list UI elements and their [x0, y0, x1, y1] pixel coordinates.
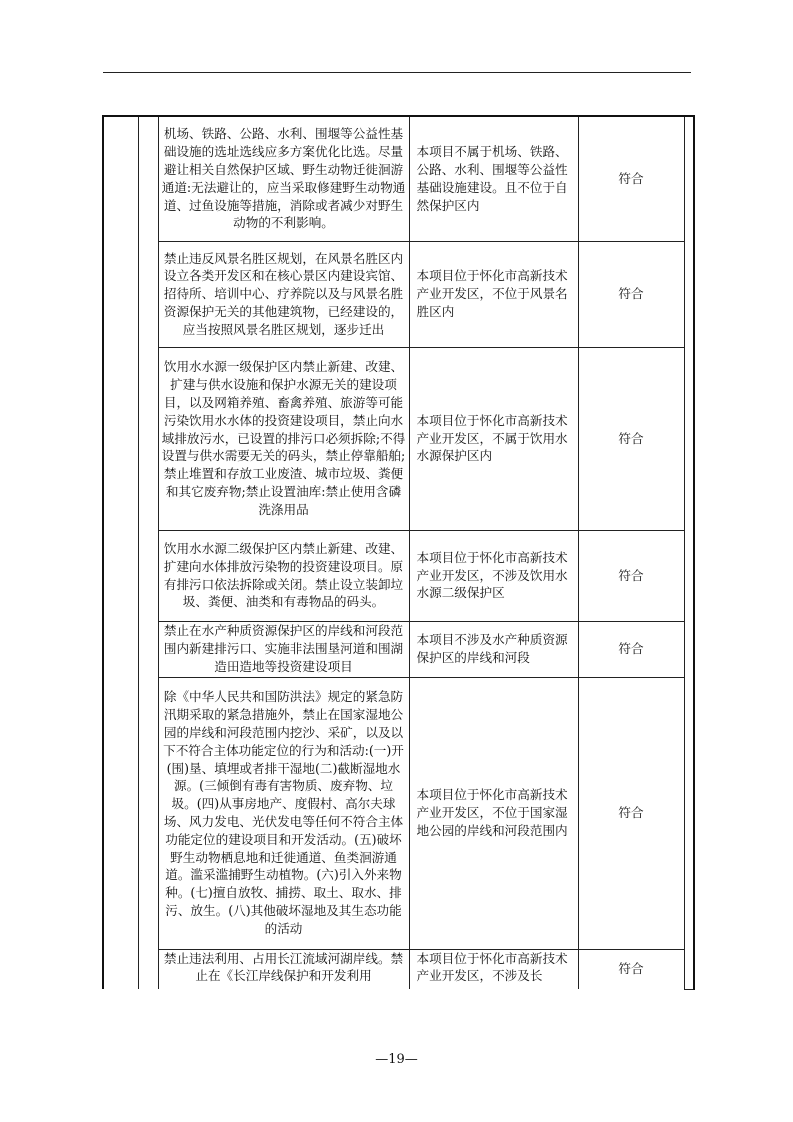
compliance-table [102, 115, 695, 990]
requirement-cell: 禁止违反风景名胜区规划，在风景名胜区内设立各类开发区和在核心景区内建设宾馆、招待所、培训中心、疗养院以及与风景名胜资源保护无关的其他建筑物，已经建设的，应当按照风景名胜区规划，逐步迁出 [158, 241, 409, 347]
subcategory-cell [138, 116, 158, 989]
header-rule [103, 72, 691, 73]
assessment-cell: 本项目位于怀化市高新技术产业开发区，不涉及长 [409, 949, 578, 989]
assessment-cell: 本项目位于怀化市高新技术产业开发区，不位于风景名胜区内 [409, 241, 578, 347]
requirement-cell: 禁止在水产种质资源保护区的岸线和河段范围内新建排污口、实施非法围垦河道和围湖造田造地等投资建设项目 [158, 621, 409, 677]
edge-cell [684, 116, 694, 989]
requirement-cell: 饮用水水源一级保护区内禁止新建、改建、扩建与供水设施和保护水源无关的建设项目，以及网箱养殖、畜禽养殖、旅游等可能污染饮用水水体的投资建设项目，禁止向水域排放污水，已设置的排污口必须拆除;不得设置与供水需要无关的码头，禁止停靠船舶;禁止堆置和存放工业废渣、城市垃圾、粪便和其它废弃物;禁止设置油库:禁止使用含磷洗涤用品 [158, 347, 409, 530]
verdict-cell: 符合 [578, 347, 684, 530]
requirement-cell: 机场、铁路、公路、水利、围堰等公益性基础设施的选址选线应多方案优化比选。尽量避让相关自然保护区域、野生动物迁徙洄游通道:无法避让的，应当采取修建野生动物通道、过鱼设施等措施，消除或者减少对野生动物的不利影响。 [158, 116, 409, 241]
category-cell [103, 116, 138, 989]
requirement-cell: 除《中华人民共和国防洪法》规定的紧急防汛期采取的紧急措施外，禁止在国家湿地公园的岸线和河段范围内挖沙、采矿，以及以下不符合主体功能定位的行为和活动:(一)开(围)垦、填埋或者排干湿地(二)截断湿地水源。(三倾倒有毒有害物质、废弃物、垃圾。(四)从事房地产、度假村、高尔夫球场、风力发电、光伏发电等任何不符合主体功能定位的建设项目和开发活动。(五)破坏野生动物栖息地和迁徙通道、鱼类洄游通道。滥采滥捕野生动植物。(六)引入外来物种。(七)擅自放牧、捕捞、取土、取水、排污、放生。(八)其他破坏湿地及其生态功能的活动 [158, 677, 409, 949]
verdict-cell: 符合 [578, 621, 684, 677]
assessment-cell: 本项目位于怀化市高新技术产业开发区，不涉及饮用水水源二级保护区 [409, 530, 578, 621]
verdict-cell: 符合 [578, 677, 684, 949]
assessment-cell: 本项目位于怀化市高新技术产业开发区，不位于国家湿地公园的岸线和河段范围内 [409, 677, 578, 949]
page-number: —19— [375, 1052, 418, 1067]
table-row [103, 116, 694, 241]
table-row [103, 347, 694, 530]
table-row [103, 530, 694, 621]
assessment-cell: 本项目不属于机场、铁路、公路、水利、围堰等公益性基础设施建设。且不位于自然保护区内 [409, 116, 578, 241]
assessment-cell: 本项目不涉及水产种质资源保护区的岸线和河段 [409, 621, 578, 677]
table-row [103, 621, 694, 677]
table-row [103, 241, 694, 347]
verdict-cell: 符合 [578, 116, 684, 241]
table-row [103, 677, 694, 949]
verdict-cell: 符合 [578, 241, 684, 347]
requirement-cell: 饮用水水源二级保护区内禁止新建、改建、扩建向水体排放污染物的投资建设项目。原有排污口依法拆除或关闭。禁止设立装卸垃圾、粪便、油类和有毒物品的码头。 [158, 530, 409, 621]
verdict-cell: 符合 [578, 530, 684, 621]
verdict-cell: 符合 [578, 949, 684, 989]
requirement-cell: 禁止违法利用、占用长江流域河湖岸线。禁止在《长江岸线保护和开发利用 [158, 949, 409, 989]
table-row [103, 949, 694, 989]
assessment-cell: 本项目位于怀化市高新技术产业开发区，不属于饮用水水源保护区内 [409, 347, 578, 530]
